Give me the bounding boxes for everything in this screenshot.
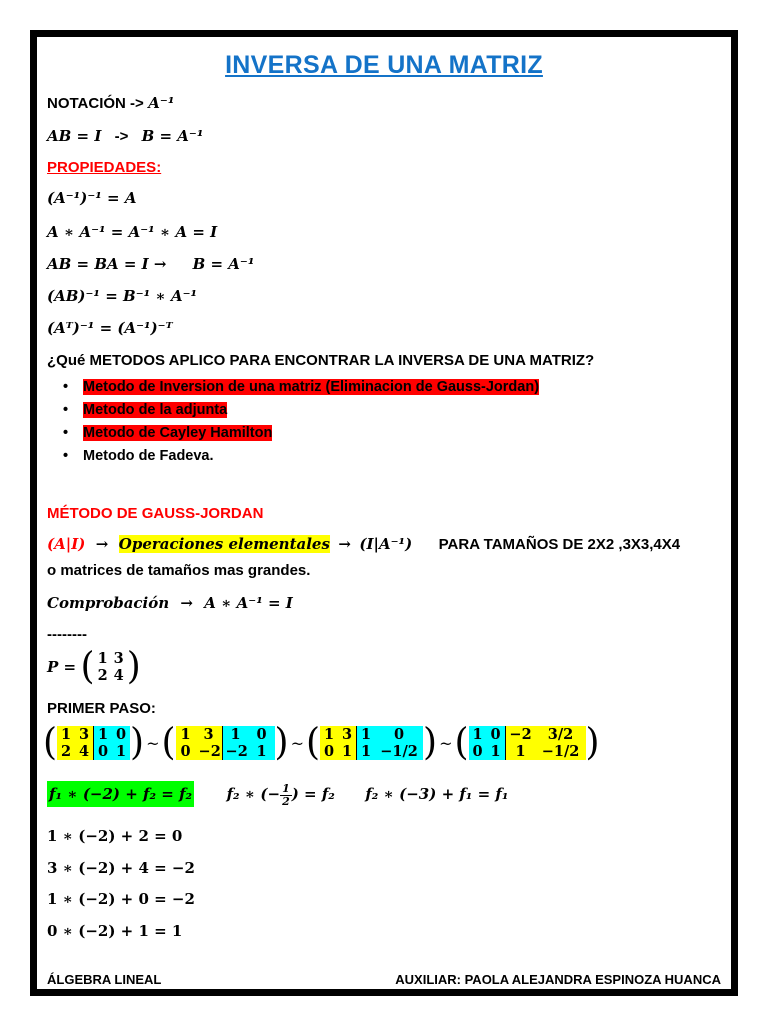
method-item <box>59 400 539 423</box>
right-paren: ) <box>274 720 289 764</box>
matrix-cell: 1 <box>361 743 372 760</box>
methods-list <box>59 377 539 469</box>
properties-heading: PROPIEDADES: <box>47 159 162 176</box>
matrix-cell: 0 <box>490 726 501 743</box>
aug-right <box>357 726 423 760</box>
notation-label: NOTACIÓN -> <box>47 95 144 112</box>
tilde: ~ <box>146 733 160 753</box>
matrix-cell: 1 <box>116 743 127 760</box>
notation-expr: A⁻¹ <box>148 94 175 112</box>
matrix-cell: 4 <box>113 667 124 684</box>
property-1: (A⁻¹)⁻¹ = A <box>47 189 137 207</box>
matrix-cell: 1 <box>61 726 72 743</box>
bullet-icon: • <box>63 379 69 395</box>
row-op-1: f₁ ∗ (−2) + f₂ = f₂ <box>47 781 194 807</box>
property-2: A ∗ A⁻¹ = A⁻¹ ∗ A = I <box>47 223 218 241</box>
matrix-cell: 0 <box>116 726 127 743</box>
matrix-cell: 1 <box>324 726 335 743</box>
aug-left <box>176 726 222 760</box>
gauss-heading: MÉTODO DE GAUSS-JORDAN <box>47 505 264 522</box>
definition-arrow: -> <box>114 128 129 145</box>
method-label: Metodo de la adjunta <box>83 402 228 418</box>
bullet-icon: • <box>63 425 69 441</box>
right-paren: ) <box>423 720 438 764</box>
matrix-cell: 4 <box>79 743 90 760</box>
matrix-cell: 1 <box>180 726 191 743</box>
matrix-cell: 3/2 <box>547 726 574 743</box>
fraction-numerator: 1 <box>282 781 290 795</box>
gauss-note-2: o matrices de tamaños mas grandes. <box>47 562 311 579</box>
gauss-middle: Operaciones elementales <box>118 535 330 553</box>
matrix-p-block <box>47 644 141 688</box>
gauss-arrow-1: → <box>95 535 109 553</box>
method-label: Metodo de Fadeva. <box>83 448 214 464</box>
notation-line <box>47 94 174 113</box>
check-label: Comprobación <box>47 594 170 612</box>
calc-line-1: 1 ∗ (−2) + 2 = 0 <box>47 827 183 845</box>
property-5: (Aᵀ)⁻¹ = (A⁻¹)⁻ᵀ <box>47 319 173 337</box>
aug-left <box>57 726 93 760</box>
row-ops <box>47 781 508 808</box>
first-step-label: PRIMER PASO: <box>47 700 156 717</box>
footer-left: ÁLGEBRA LINEAL <box>47 972 162 987</box>
aug-right <box>94 726 130 760</box>
matrix-cell: 2 <box>61 743 72 760</box>
augmented-steps <box>43 720 600 764</box>
separator: -------- <box>47 626 87 643</box>
matrix-p <box>95 650 127 684</box>
fraction-denominator: 2 <box>282 794 290 808</box>
right-paren: ) <box>126 644 141 688</box>
left-paren: ( <box>80 644 95 688</box>
definition-right: B = A⁻¹ <box>141 127 204 145</box>
matrix-cell: 1 <box>230 726 241 743</box>
calc-line-3: 1 ∗ (−2) + 0 = −2 <box>47 890 195 908</box>
left-paren: ( <box>454 720 469 764</box>
matrix-p-name: P = <box>47 658 77 676</box>
property-3: AB = BA = I → B = A⁻¹ <box>47 255 255 273</box>
calc-line-4: 0 ∗ (−2) + 1 = 1 <box>47 922 183 940</box>
gauss-line <box>47 535 680 554</box>
left-paren: ( <box>43 720 58 764</box>
check-arrow: → <box>180 594 193 612</box>
matrix-cell: 1 <box>490 743 501 760</box>
method-label: Metodo de Cayley Hamilton <box>83 425 273 441</box>
gauss-note: PARA TAMAÑOS DE 2X2 ,3X3,4X4 <box>438 536 681 553</box>
matrix-cell: 1 <box>256 743 267 760</box>
aug-left <box>469 726 505 760</box>
matrix-cell: 0 <box>256 726 267 743</box>
bullet-icon: • <box>63 402 69 418</box>
right-paren: ) <box>585 720 600 764</box>
aug-right <box>223 726 275 760</box>
matrix-cell: 0 <box>98 743 109 760</box>
bullet-icon: • <box>63 448 69 464</box>
definition-left: AB = I <box>47 127 102 145</box>
row-op-2 <box>226 781 335 808</box>
property-4: (AB)⁻¹ = B⁻¹ ∗ A⁻¹ <box>47 287 198 305</box>
row-op-2-suffix: ) = f₂ <box>291 785 335 803</box>
matrix-cell: 3 <box>342 726 353 743</box>
footer-right: AUXILIAR: PAOLA ALEJANDRA ESPINOZA HUANCA <box>395 972 721 987</box>
method-item <box>59 377 539 400</box>
method-label: Metodo de Inversion de una matriz (Eliminacion de Gauss-Jordan) <box>83 379 540 395</box>
matrix-cell: 3 <box>113 650 124 667</box>
aug-right <box>506 726 586 760</box>
matrix-cell: 1 <box>472 726 483 743</box>
gauss-right: (I|A⁻¹) <box>359 535 413 553</box>
page-title: INVERSA DE UNA MATRIZ <box>225 51 543 79</box>
gauss-arrow-2: → <box>338 535 351 553</box>
tilde: ~ <box>290 733 304 753</box>
matrix-cell: −2 <box>198 743 221 760</box>
matrix-cell: 3 <box>79 726 90 743</box>
matrix-cell: 0 <box>472 743 483 760</box>
matrix-cell: 1 <box>97 650 108 667</box>
method-item <box>59 446 539 469</box>
definition-line <box>47 127 203 145</box>
row-op-3: f₂ ∗ (−3) + f₁ = f₁ <box>365 785 509 803</box>
method-item <box>59 423 539 446</box>
row-op-2-prefix: f₂ ∗ (− <box>226 785 281 803</box>
right-paren: ) <box>130 720 145 764</box>
check-line <box>47 594 293 612</box>
check-expr: A ∗ A⁻¹ = I <box>204 594 293 612</box>
page-frame <box>30 30 738 996</box>
fraction <box>280 783 292 808</box>
matrix-cell: −1/2 <box>380 743 418 760</box>
matrix-cell: 0 <box>180 743 191 760</box>
matrix-cell: 1 <box>98 726 109 743</box>
matrix-cell: 0 <box>324 743 335 760</box>
methods-question: ¿Qué METODOS APLICO PARA ENCONTRAR LA INVERSA DE UNA MATRIZ? <box>47 352 595 369</box>
matrix-cell: 1 <box>342 743 353 760</box>
tilde: ~ <box>439 733 453 753</box>
matrix-cell: 1 <box>515 743 526 760</box>
left-paren: ( <box>161 720 176 764</box>
matrix-cell: 2 <box>97 667 108 684</box>
aug-left <box>320 726 356 760</box>
gauss-left: (A|I) <box>47 535 86 553</box>
calc-line-2: 3 ∗ (−2) + 4 = −2 <box>47 859 195 877</box>
matrix-cell: 3 <box>203 726 214 743</box>
matrix-cell: −2 <box>509 726 532 743</box>
matrix-cell: −1/2 <box>541 743 580 760</box>
matrix-cell: −2 <box>225 743 248 760</box>
matrix-cell: 0 <box>394 726 405 743</box>
left-paren: ( <box>306 720 321 764</box>
matrix-cell: 1 <box>361 726 372 743</box>
